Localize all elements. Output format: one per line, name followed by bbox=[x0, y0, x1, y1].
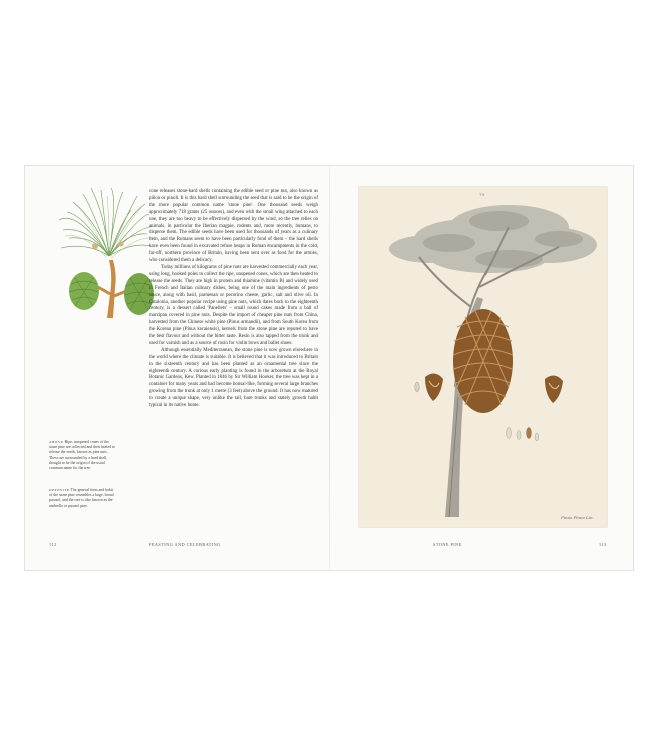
right-folio: 113 bbox=[599, 542, 607, 547]
botanical-plate bbox=[359, 187, 607, 527]
caption-opposite-tag: OPPOSITE bbox=[49, 488, 70, 492]
caption-opposite-text: The general form and habit of the stone pine resembles a large, broad parasol, and the tree is also known as the umbrella or parasol pine. bbox=[49, 488, 114, 508]
stone-pine-tree-illustration bbox=[359, 187, 607, 527]
caption-above-text: Ripe, unopened cones of the stone pine are collected and then heated to release the seeds, known as pine nuts. These are surrounded by a hard shell, thought to be the origin of the usual common name for the tree. bbox=[49, 440, 116, 471]
caption-opposite bbox=[49, 488, 115, 509]
body-paragraph-1: cone releases stone-hard shells containing the edible seed or pine nut, also known as piñon or pinoli. It is this hard shell surrounding the seed that is said to be the origin of the more popular common name 'stone pine'. One thousand seeds weigh approximately 718 grams (25 ounces), and even with the small wing attached to each one, they are too heavy to be effectively dispersed by the wind, so the tree relies on animals, in particular the Iberian magpie, rodents and, more recently, humans, to disperse them. The edible seeds have been used for thousands of years as a culinary item, and the Romans seem to have been particularly fond of them – the hard shells have even been found in excavated refuse heaps in Roman encampments in the cold, far-off, northern province of Britain, having been sent over as food for the armies, who considered them a delicacy. bbox=[149, 189, 318, 264]
plate-number: 79 bbox=[479, 192, 485, 197]
pine-branch-illustration bbox=[57, 186, 155, 321]
gutter bbox=[329, 166, 330, 570]
caption-above-tag: ABOVE bbox=[49, 440, 64, 444]
left-running-head: FEASTING AND CELEBRATING bbox=[149, 542, 221, 547]
plate-signature: Pinus Pinea Lin. bbox=[561, 515, 594, 520]
left-folio: 112 bbox=[49, 542, 57, 547]
body-paragraph-2: Today millions of kilograms of pine nuts are harvested commercially each year, using long, hooked poles to collect the ripe, unopened cones, which are then heated to release the seeds. They are high in protein and thiamine (vitamin B) and widely used in French and Italian culinary dishes, being one of the main ingredients of pesto sauce, along with basil, parmesan or pecorino cheese, garlic, salt and olive oil. In Catalonia, another popular recipe using pine nuts, which dates back to the eighteenth century, is a dessert called 'Panellets' – small round cakes made from a ball of marzipan covered in pine nuts. Despite the import of cheaper pine nuts from China, harvested from the Chinese white pine (Pinus armandii), and from South Korea from the Korean pine (Pinus koraiensis), kernels from the stone pine are reputed to have the best flavour and without the bitter taste. Resin is also tapped from the trunk and used for varnish and as a source of rosin for violin bows and ballet shoes. bbox=[149, 264, 318, 346]
caption-above bbox=[49, 440, 115, 471]
right-running-head: STONE PINE bbox=[433, 542, 462, 547]
book-spread bbox=[25, 166, 633, 570]
left-page-body-text bbox=[149, 189, 318, 410]
body-paragraph-3: Although essentially Mediterranean, the stone pine is now grown elsewhere in the world where the climate is suitable. It is believed that it was introduced to Britain in the sixteenth century and has been planted as an ornamental tree since the eighteenth century. A curious early planting is found in the arboretum at the Royal Botanic Gardens, Kew. Planted in 1846 by Sir William Hooker, the tree was kept in a container for many years and had become bonsai-like, forming several large branches growing from the trunk at only 1 metre (3 feet) above the ground. It has now matured to create a unique shape, very unlike the tall, bare trunks and stately growth habit typical in its native home. bbox=[149, 347, 318, 409]
